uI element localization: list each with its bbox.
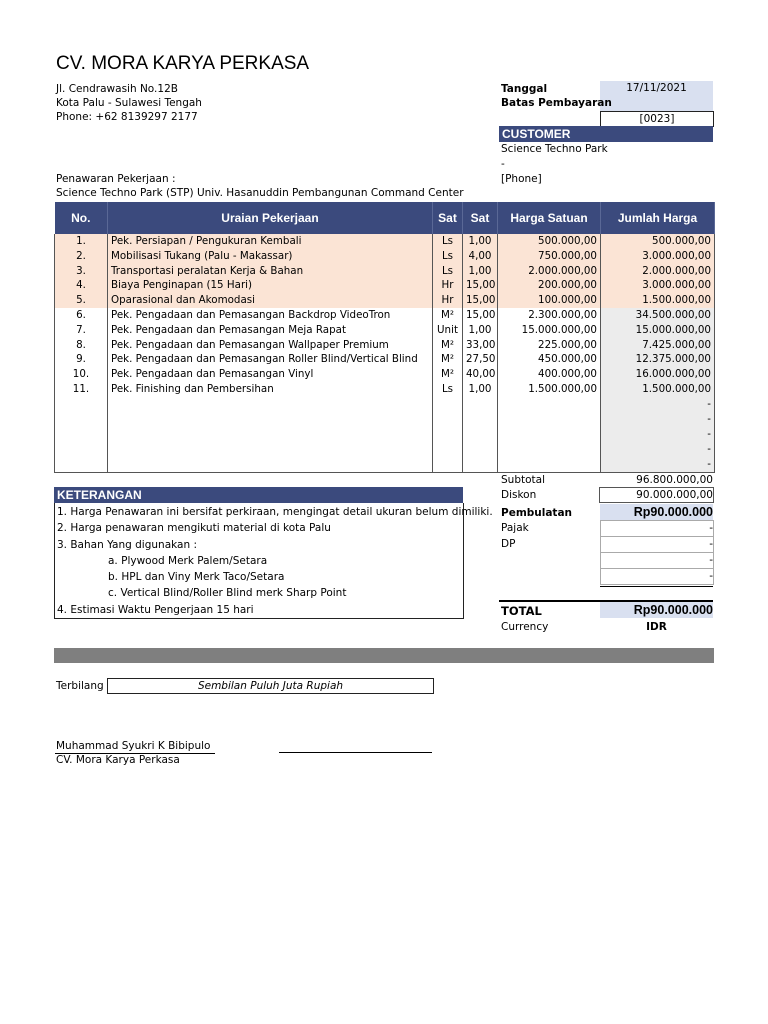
note-line: 1. Harga Penawaran ini bersifat perkiraan, mengingat detail ukuran belum dimiliki. bbox=[57, 506, 493, 518]
cell-description: Transportasi peralatan Kerja & Bahan bbox=[108, 264, 433, 279]
cell-quantity: 1,00 bbox=[463, 323, 498, 338]
cell-description: Mobilisasi Tukang (Palu - Makassar) bbox=[108, 249, 433, 264]
cell-no bbox=[55, 397, 108, 412]
company-address-line: Jl. Cendrawasih No.12B bbox=[56, 83, 178, 95]
company-name: CV. MORA KARYA PERKASA bbox=[56, 53, 310, 74]
customer-name: Science Techno Park bbox=[501, 143, 608, 155]
cell-total: - bbox=[601, 442, 715, 457]
table-row bbox=[55, 397, 715, 412]
discount-value: 90.000.000,00 bbox=[636, 489, 713, 501]
cell-quantity: 1,00 bbox=[463, 264, 498, 279]
company-address-line: Kota Palu - Sulawesi Tengah bbox=[56, 97, 202, 109]
cell-description bbox=[108, 457, 433, 473]
tax-label: Pajak bbox=[501, 522, 529, 534]
note-line: 4. Estimasi Waktu Pengerjaan 15 hari bbox=[57, 604, 254, 616]
cell-description: Pek. Pengadaan dan Pemasangan Vinyl bbox=[108, 367, 433, 382]
cell-unit: M² bbox=[433, 352, 463, 367]
cell-quantity: 15,00 bbox=[463, 278, 498, 293]
cell-total: - bbox=[601, 427, 715, 442]
cell-quantity: 27,50 bbox=[463, 352, 498, 367]
cell-quantity: 33,00 bbox=[463, 338, 498, 353]
notes-header: KETERANGAN bbox=[54, 487, 463, 503]
subtotal-label: Subtotal bbox=[501, 474, 545, 486]
cell-total: 34.500.000,00 bbox=[601, 308, 715, 323]
cell-quantity bbox=[463, 442, 498, 457]
total-separator bbox=[600, 586, 713, 587]
cell-unit: Ls bbox=[433, 264, 463, 279]
cell-no: 10. bbox=[55, 367, 108, 382]
total-label: TOTAL bbox=[501, 604, 542, 618]
cell-description: Pek. Finishing dan Pembersihan bbox=[108, 382, 433, 397]
due-date-label: Batas Pembayaran bbox=[501, 97, 612, 109]
cell-unit bbox=[433, 442, 463, 457]
col-header-quantity: Sat bbox=[463, 202, 498, 234]
cell-quantity: 40,00 bbox=[463, 367, 498, 382]
cell-total: 2.000.000,00 bbox=[601, 264, 715, 279]
cell-no: 8. bbox=[55, 338, 108, 353]
cell-description: Pek. Pengadaan dan Pemasangan Meja Rapat bbox=[108, 323, 433, 338]
cell-description: Pek. Pengadaan dan Pemasangan Roller Blind/Vertical Blind bbox=[108, 352, 433, 367]
cell-unit-price bbox=[498, 457, 601, 473]
cell-quantity bbox=[463, 397, 498, 412]
note-sub-line: c. Vertical Blind/Roller Blind merk Sharp Point bbox=[108, 587, 347, 599]
date-value: 17/11/2021 bbox=[626, 82, 687, 94]
cell-no: 3. bbox=[55, 264, 108, 279]
col-header-unit-price: Harga Satuan bbox=[498, 202, 601, 234]
cell-unit-price: 400.000,00 bbox=[498, 367, 601, 382]
cell-unit: M² bbox=[433, 308, 463, 323]
table-row bbox=[55, 278, 715, 293]
cell-unit: Ls bbox=[433, 234, 463, 249]
note-sub-line: a. Plywood Merk Palem/Setara bbox=[108, 555, 268, 567]
cell-unit-price bbox=[498, 442, 601, 457]
cell-no: 7. bbox=[55, 323, 108, 338]
cell-unit-price: 500.000,00 bbox=[498, 234, 601, 249]
signatory-name: Muhammad Syukri K Bibipulo bbox=[56, 740, 211, 752]
signature-line bbox=[279, 752, 432, 753]
extra-value: - bbox=[709, 554, 713, 566]
table-row bbox=[55, 323, 715, 338]
table-row bbox=[55, 457, 715, 473]
discount-label: Diskon bbox=[501, 489, 537, 501]
rounding-label: Pembulatan bbox=[501, 507, 573, 519]
cell-total: 7.425.000,00 bbox=[601, 338, 715, 353]
cell-no: 1. bbox=[55, 234, 108, 249]
cell-quantity bbox=[463, 457, 498, 473]
cell-no: 6. bbox=[55, 308, 108, 323]
note-line: 2. Harga penawaran mengikuti material di kota Palu bbox=[57, 522, 331, 534]
cell-no bbox=[55, 427, 108, 442]
cell-unit bbox=[433, 427, 463, 442]
table-row bbox=[55, 442, 715, 457]
cell-total: 1.500.000,00 bbox=[601, 382, 715, 397]
table-row bbox=[55, 412, 715, 427]
cell-quantity bbox=[463, 427, 498, 442]
cell-unit: Hr bbox=[433, 293, 463, 308]
cell-quantity: 1,00 bbox=[463, 234, 498, 249]
cell-no: 9. bbox=[55, 352, 108, 367]
cell-unit bbox=[433, 412, 463, 427]
cell-unit: Ls bbox=[433, 249, 463, 264]
note-line: 3. Bahan Yang digunakan : bbox=[57, 539, 197, 551]
table-header-row bbox=[55, 202, 715, 234]
offer-label: Penawaran Pekerjaan : bbox=[56, 173, 176, 185]
cell-description: Biaya Penginapan (15 Hari) bbox=[108, 278, 433, 293]
terbilang-label: Terbilang bbox=[56, 680, 104, 692]
cell-unit-price bbox=[498, 427, 601, 442]
dp-value: - bbox=[709, 538, 713, 550]
col-header-unit: Sat bbox=[433, 202, 463, 234]
rounding-value: Rp90.000.000 bbox=[600, 504, 713, 520]
cell-total: 3.000.000,00 bbox=[601, 249, 715, 264]
items-table bbox=[54, 202, 715, 473]
cell-unit-price: 750.000,00 bbox=[498, 249, 601, 264]
separator-bar bbox=[54, 648, 714, 663]
table-row bbox=[55, 308, 715, 323]
table-row bbox=[55, 427, 715, 442]
cell-unit-price: 225.000,00 bbox=[498, 338, 601, 353]
cell-total: - bbox=[601, 457, 715, 473]
cell-unit-price: 2.000.000,00 bbox=[498, 264, 601, 279]
terbilang-value: Sembilan Puluh Juta Rupiah bbox=[107, 678, 434, 694]
cell-total: 3.000.000,00 bbox=[601, 278, 715, 293]
cell-unit bbox=[433, 457, 463, 473]
table-row bbox=[55, 367, 715, 382]
offer-text: Science Techno Park (STP) Univ. Hasanuddin Pembangunan Command Center bbox=[56, 187, 464, 199]
table-row bbox=[55, 234, 715, 249]
signatory-company: CV. Mora Karya Perkasa bbox=[56, 754, 180, 766]
cell-description: Pek. Pengadaan dan Pemasangan Backdrop VideoTron bbox=[108, 308, 433, 323]
cell-no: 5. bbox=[55, 293, 108, 308]
cell-total: 16.000.000,00 bbox=[601, 367, 715, 382]
total-value: Rp90.000.000 bbox=[600, 602, 713, 618]
currency-label: Currency bbox=[501, 621, 549, 633]
date-label: Tanggal bbox=[501, 83, 548, 95]
cell-unit-price: 450.000,00 bbox=[498, 352, 601, 367]
cell-unit: M² bbox=[433, 338, 463, 353]
cell-unit: Hr bbox=[433, 278, 463, 293]
cell-unit-price bbox=[498, 397, 601, 412]
cell-total: - bbox=[601, 412, 715, 427]
cell-unit-price: 1.500.000,00 bbox=[498, 382, 601, 397]
cell-unit: Ls bbox=[433, 382, 463, 397]
cell-unit-price: 2.300.000,00 bbox=[498, 308, 601, 323]
cell-description bbox=[108, 412, 433, 427]
cell-unit-price: 200.000,00 bbox=[498, 278, 601, 293]
col-header-description: Uraian Pekerjaan bbox=[108, 202, 433, 234]
cell-description bbox=[108, 427, 433, 442]
currency-value: IDR bbox=[646, 621, 667, 633]
table-row bbox=[55, 264, 715, 279]
cell-description: Oparasional dan Akomodasi bbox=[108, 293, 433, 308]
cell-quantity: 15,00 bbox=[463, 293, 498, 308]
tax-value: - bbox=[709, 522, 713, 534]
cell-unit-price bbox=[498, 412, 601, 427]
table-row bbox=[55, 293, 715, 308]
customer-line2: - bbox=[501, 158, 505, 170]
cell-total: 1.500.000,00 bbox=[601, 293, 715, 308]
cell-total: 500.000,00 bbox=[601, 234, 715, 249]
cell-no: 11. bbox=[55, 382, 108, 397]
cell-total: 12.375.000,00 bbox=[601, 352, 715, 367]
table-row bbox=[55, 382, 715, 397]
cell-quantity: 4,00 bbox=[463, 249, 498, 264]
col-header-no: No. bbox=[55, 202, 108, 234]
cell-no: 4. bbox=[55, 278, 108, 293]
cell-description bbox=[108, 397, 433, 412]
cell-description: Pek. Persiapan / Pengukuran Kembali bbox=[108, 234, 433, 249]
cell-unit: Unit bbox=[433, 323, 463, 338]
cell-description: Pek. Pengadaan dan Pemasangan Wallpaper Premium bbox=[108, 338, 433, 353]
customer-header: CUSTOMER bbox=[499, 126, 713, 142]
cell-description bbox=[108, 442, 433, 457]
cell-no: 2. bbox=[55, 249, 108, 264]
cell-unit-price: 15.000.000,00 bbox=[498, 323, 601, 338]
cell-quantity: 1,00 bbox=[463, 382, 498, 397]
items-body bbox=[55, 234, 715, 472]
note-sub-line: b. HPL dan Viny Merk Taco/Setara bbox=[108, 571, 285, 583]
cell-no bbox=[55, 412, 108, 427]
cell-unit bbox=[433, 397, 463, 412]
cell-total: - bbox=[601, 397, 715, 412]
subtotal-value: 96.800.000,00 bbox=[636, 474, 713, 486]
table-row bbox=[55, 352, 715, 367]
company-phone: Phone: +62 8139297 2177 bbox=[56, 111, 198, 123]
cell-quantity: 15,00 bbox=[463, 308, 498, 323]
table-row bbox=[55, 249, 715, 264]
customer-phone: [Phone] bbox=[501, 173, 542, 185]
dp-label: DP bbox=[501, 538, 516, 550]
invoice-number: [0023] bbox=[600, 111, 714, 127]
cell-unit-price: 100.000,00 bbox=[498, 293, 601, 308]
cell-quantity bbox=[463, 412, 498, 427]
col-header-total: Jumlah Harga bbox=[601, 202, 715, 234]
extra-value: - bbox=[709, 570, 713, 582]
cell-unit: M² bbox=[433, 367, 463, 382]
cell-no bbox=[55, 457, 108, 473]
table-row bbox=[55, 338, 715, 353]
cell-total: 15.000.000,00 bbox=[601, 323, 715, 338]
cell-no bbox=[55, 442, 108, 457]
